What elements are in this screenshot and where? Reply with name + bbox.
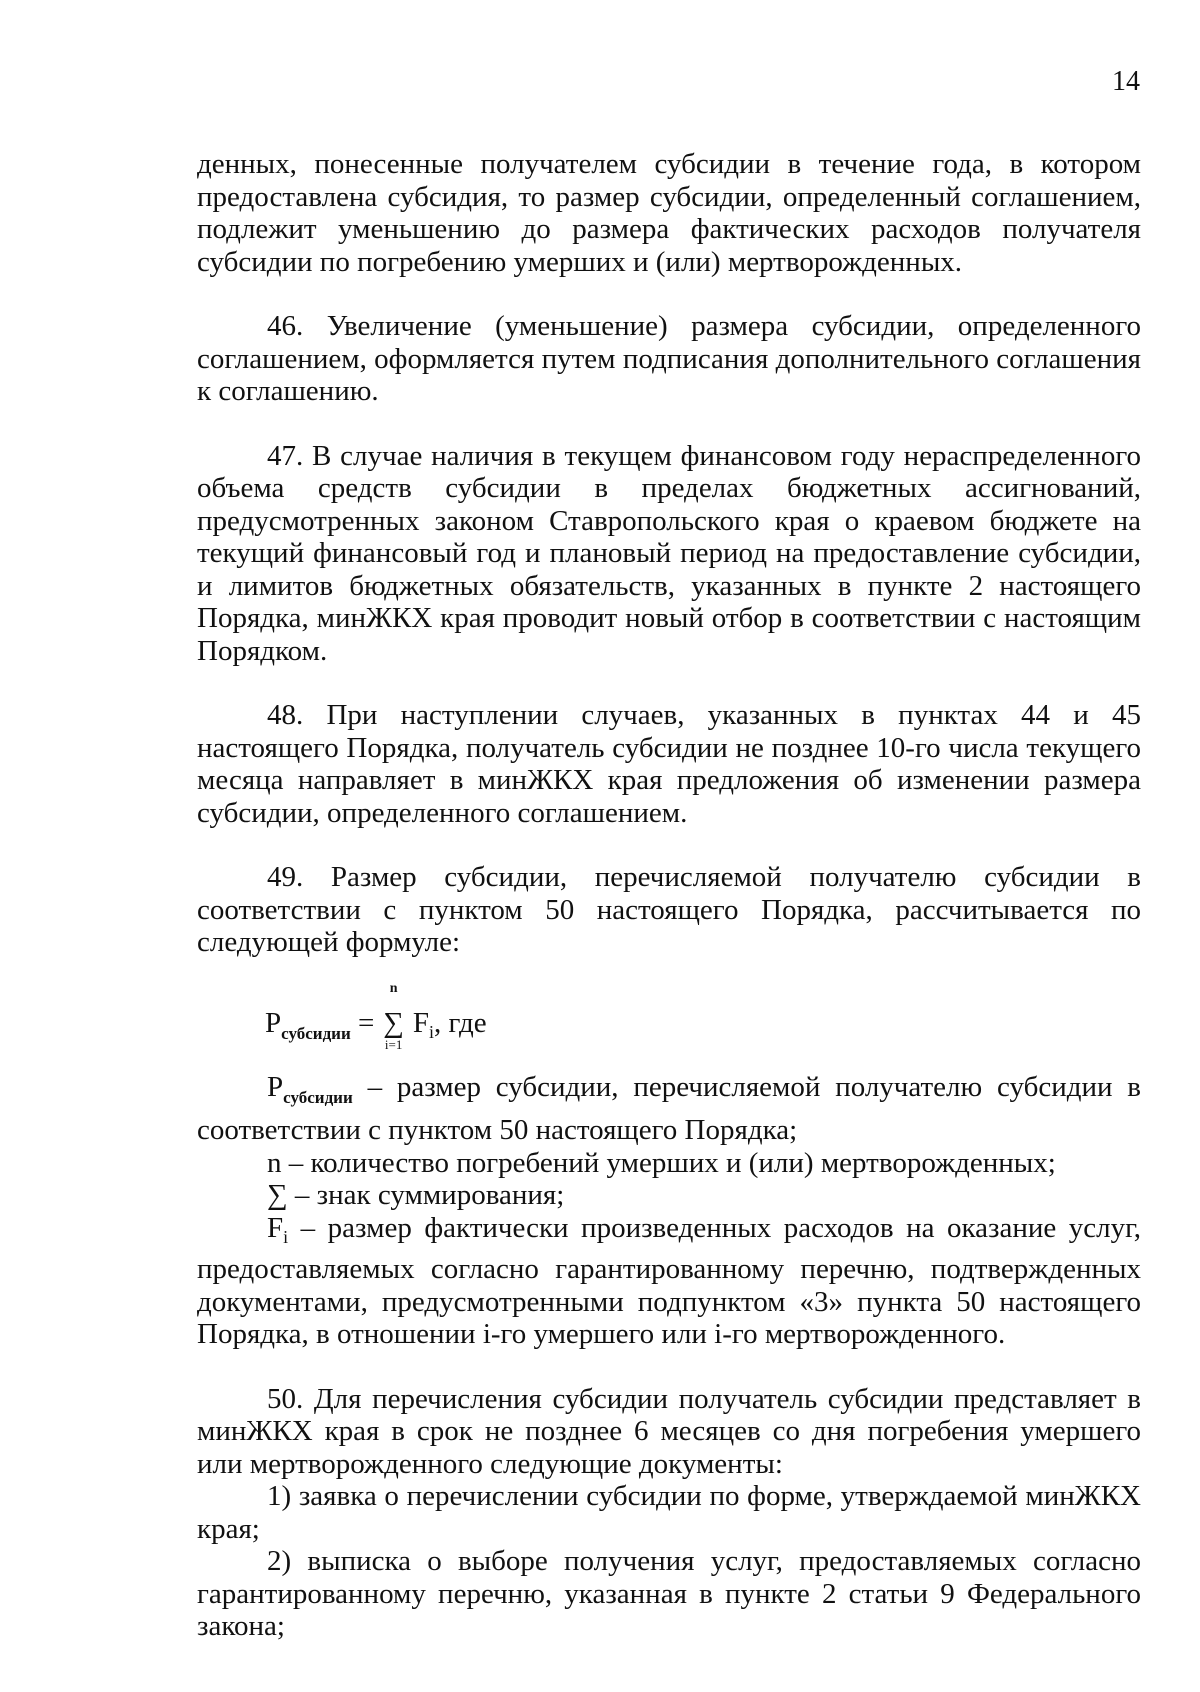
formula-equals: = xyxy=(350,1006,382,1039)
formula-sum xyxy=(382,980,406,1052)
formula-lower-limit: i=1 xyxy=(384,1036,403,1052)
formula-term-subscript: i xyxy=(429,1021,435,1042)
paragraph-48: 48. При наступлении случаев, указанных в пунктах 44 и 45 настоящего Порядка, получатель субсидии не позднее 10-го числа текущего месяца направляет в минЖКХ края предложения об изменении размера субсидии, определенного соглашением. xyxy=(197,699,1141,829)
definition-p-symbol: P xyxy=(267,1070,284,1103)
formula-sigma-symbol: ∑ xyxy=(383,1006,404,1039)
paragraph-50: 50. Для перечисления субсидии получатель субсидии представляет в минЖКХ края в срок не позднее 6 месяцев со дня погребения умершего или мертворожденного следующие документы: xyxy=(197,1382,1141,1480)
definition-f-subscript: i xyxy=(283,1226,289,1247)
definition-sigma: ∑ – знак суммирования; xyxy=(267,1179,565,1211)
formula-lhs-subscript: субсидии xyxy=(281,1023,351,1043)
document-body xyxy=(197,148,1141,1643)
subsidy-formula xyxy=(265,979,1141,1061)
formula-term: F xyxy=(412,1006,430,1039)
definition-p-text: – размер субсидии, перечисляемой получателю субсидии в соответствии с пунктом 50 настоящего Порядка; xyxy=(197,1070,1141,1146)
paragraph-46: 46. Увеличение (уменьшение) размера субсидии, определенного соглашением, оформляется путем подписания дополнительного соглашения к соглашению. xyxy=(197,310,1141,407)
page-number: 14 xyxy=(1112,66,1140,97)
paragraph-continuation: денных, понесенные получателем субсидии в течение года, в котором предоставлена субсидия, то размер субсидии, определенный соглашением, подлежит уменьшению до размера фактических расходов получателя субсидии по погребению умерших и (или) мертворожденных. xyxy=(197,148,1141,278)
definition-n: n – количество погребений умерших и (или) мертворожденных; xyxy=(267,1146,1056,1179)
paragraph-49: 49. Размер субсидии, перечисляемой получателю субсидии в соответствии с пунктом 50 настоящего Порядка, рассчитывается по следующей формуле: xyxy=(197,861,1141,958)
definition-p-subscript: субсидии xyxy=(283,1087,353,1107)
definition-f xyxy=(197,1212,1141,1351)
definition-f-text: – размер фактически произведенных расходов на оказание услуг, предоставляемых согласно гарантированному перечню, подтвержденных документами, предусмотренными подпунктом «3» пункта 50 настоящего Порядка, в отношении i-го умершего или i-го мертворожденного. xyxy=(197,1211,1141,1350)
paragraph-47: 47. В случае наличия в текущем финансовом году нераспределенного объема средств субсидии в пределах бюджетных ассигнований, предусмотренных законом Ставропольского края о краевом бюджете на текущий финансовый год и плановый период на предоставление субсидии, и лимитов бюджетных обязательств, указанных в пункте 2 настоящего Порядка, минЖКХ края проводит новый отбор в соответствии с настоящим Порядком. xyxy=(197,439,1141,667)
formula-suffix: , где xyxy=(434,1006,487,1039)
formula-upper-limit: n xyxy=(389,980,398,996)
definition-p xyxy=(197,1071,1141,1147)
paragraph-50-item-2: 2) выписка о выборе получения услуг, предоставляемых согласно гарантированному перечню, указанная в пункте 2 статьи 9 Федерального закона; xyxy=(197,1545,1141,1642)
definition-f-symbol: F xyxy=(267,1211,284,1244)
formula-lhs: P xyxy=(265,1006,282,1039)
paragraph-50-item-1: 1) заявка о перечислении субсидии по форме, утверждаемой минЖКХ края; xyxy=(197,1480,1141,1545)
